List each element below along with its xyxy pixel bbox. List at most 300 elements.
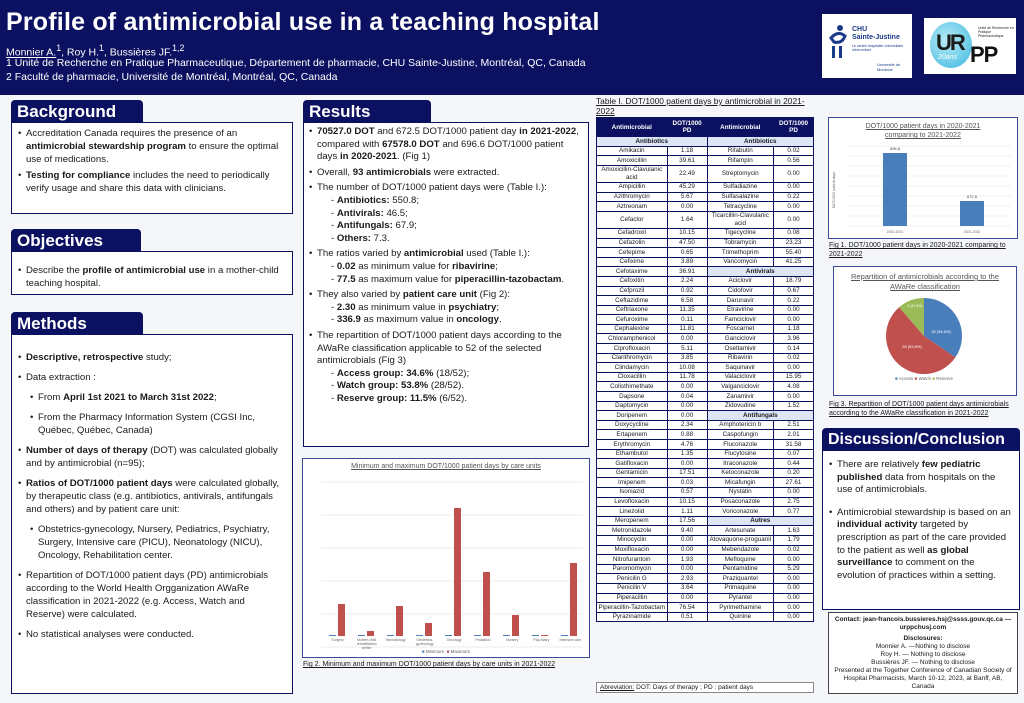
- antimicrobial-name: Minocyclin: [597, 535, 668, 545]
- table-row: [597, 257, 814, 267]
- antimicrobial-name: Micafungin: [707, 478, 773, 488]
- table-row: [597, 305, 814, 315]
- dot-value: 2.34: [667, 420, 707, 430]
- bar-minimum: [329, 635, 336, 636]
- antimicrobial-name: Zanamivir: [707, 392, 773, 402]
- table-row: [597, 555, 814, 565]
- contact-website[interactable]: urppchusj.com: [899, 624, 947, 631]
- bar-minimum: [387, 635, 394, 636]
- dot-value: 10.15: [667, 497, 707, 507]
- table-row: [597, 276, 814, 286]
- bar-minimum: [416, 635, 423, 636]
- dot-value: 0.00: [774, 392, 814, 402]
- antimicrobial-name: Voriconazole: [707, 507, 773, 517]
- table-abbreviation: Abreviation: DOT: Days of therapy ; PD : patient days: [596, 682, 814, 693]
- antimicrobial-name: Ciprofloxacin: [597, 344, 668, 354]
- bar-maximum: [454, 508, 461, 636]
- table-row: [597, 459, 814, 469]
- antimicrobial-name: Posaconazole: [707, 497, 773, 507]
- table-group-header: Antibiotics: [597, 137, 708, 147]
- category-label: Surgery: [331, 638, 344, 642]
- bar-2021-2022: [960, 201, 984, 226]
- antimicrobial-name: Cephalexine: [597, 324, 668, 334]
- methods-section: [11, 334, 293, 694]
- table-row: [597, 296, 814, 306]
- table-row: [597, 324, 814, 334]
- category-label: Pediatrics: [475, 638, 491, 642]
- antimicrobial-name: Pentamidine: [707, 564, 773, 574]
- antimicrobial-name: Amphotericin b: [707, 420, 773, 430]
- table-row: [597, 535, 814, 545]
- table-row: [597, 156, 814, 166]
- dot-value: 0.00: [774, 182, 814, 192]
- results-item: • The number of DOT/1000 patient days were (Table I.):: [309, 182, 583, 195]
- dot-value: 3.64: [667, 583, 707, 593]
- methods-subitem: • From the Pharmacy Information System (CGSI Inc, Québec, Québec, Canada): [18, 411, 286, 437]
- dot-value: 0.00: [667, 545, 707, 555]
- fig1-chart: [828, 117, 1018, 239]
- methods-item: • Data extraction :: [18, 371, 286, 384]
- dot-value: 76.54: [667, 603, 707, 613]
- antimicrobial-name: Valaciclovir: [707, 372, 773, 382]
- dot-value: 27.61: [774, 478, 814, 488]
- table-row: [597, 526, 814, 536]
- author: Monnier A.: [6, 46, 57, 59]
- table-row: [597, 478, 814, 488]
- bar-minimum: [358, 635, 365, 636]
- methods-item: • No statistical analyses were conducted.: [18, 628, 286, 641]
- dot-value: 0.00: [774, 315, 814, 325]
- dot-value: 39.61: [667, 156, 707, 166]
- antimicrobial-name: Saquinavir: [707, 363, 773, 373]
- antimicrobial-name: Gentamicin: [597, 468, 668, 478]
- dot-value: 0.14: [774, 344, 814, 354]
- antimicrobial-name: Caspofungin: [707, 430, 773, 440]
- table-row: [597, 344, 814, 354]
- table-row: [597, 228, 814, 238]
- table-row: [597, 468, 814, 478]
- table-group-header: Autres: [707, 516, 813, 526]
- dot-value: 0.00: [774, 574, 814, 584]
- fig3-title: Repartition of antimicrobials according to the AWaRe classification: [851, 272, 999, 291]
- bar-maximum: [396, 606, 403, 636]
- table-row: [597, 315, 814, 325]
- antimicrobial-name: Cefepime: [597, 248, 668, 258]
- svg-text:28 (53.8%): 28 (53.8%): [902, 344, 922, 349]
- table-row: [597, 238, 814, 248]
- dot-value: 18.79: [774, 276, 814, 286]
- methods-item: • Descriptive, retrospective study;: [18, 351, 286, 364]
- antimicrobial-name: Rifabutin: [707, 146, 773, 156]
- antimicrobial-name: Levofloxacin: [597, 497, 668, 507]
- methods-heading: Methods: [11, 312, 143, 334]
- table-group-header: Antibiotics: [707, 137, 813, 147]
- table-row: [597, 440, 814, 450]
- antimicrobial-name: Primaquine: [707, 583, 773, 593]
- dot-value: 0.00: [667, 382, 707, 392]
- category-label: Neonatology: [385, 638, 406, 642]
- antimicrobial-name: Chloramphenicol: [597, 334, 668, 344]
- antimicrobial-name: Pyrantel: [707, 593, 773, 603]
- antimicrobial-name: Doripenem: [597, 411, 668, 421]
- table-row: [597, 363, 814, 373]
- dot-value: 0.00: [667, 401, 707, 411]
- antimicrobial-name: Gatifloxacin: [597, 459, 668, 469]
- antimicrobial-name: Quinine: [707, 612, 773, 622]
- dot-value: 0.20: [774, 468, 814, 478]
- antimicrobial-name: Daptomycin: [597, 401, 668, 411]
- dot-value: 0.00: [667, 593, 707, 603]
- antimicrobial-name: Nystatin: [707, 487, 773, 497]
- dot-value: 1.64: [667, 211, 707, 228]
- contact-box: Contact: jean-francois.bussieres.hsj@ssss.gouv.qc.ca — urppchusj.com Disclosures: Monnier A. —Nothing to disclose Roy H. — Nothing to disclose Bussières JF. — Nothing to disclose Presented at the Together Conference of Canadian Society of Hospital Pharmacists, March 10-12, 2023, at Banff, AB, Canada: [828, 612, 1018, 694]
- table-row: [597, 202, 814, 212]
- category-label: Intensive care: [559, 638, 582, 642]
- antimicrobial-name: Ribavirin: [707, 353, 773, 363]
- dot-value: 0,00: [774, 612, 814, 622]
- table-body: [597, 137, 814, 622]
- dot-value: 1.63: [774, 526, 814, 536]
- author-list: Monnier A.$^1$, Roy H.$^1$, Bussières JF.$^{1,2}$: [6, 43, 185, 59]
- results-item: • Overall, 93 antimicrobials were extracted.: [309, 167, 583, 180]
- author: Bussières JF.: [109, 46, 173, 59]
- chu-sainte-justine-logo: CHU Sainte-Justine Le centre hospitalier universitaire mère-enfant Université de Montréal: [822, 14, 912, 78]
- dot-value: 0.00: [667, 411, 707, 421]
- table-row: [597, 420, 814, 430]
- fig1-title: DOT/1000 patient days in 2020-2021 comparing to 2021-2022: [865, 123, 981, 139]
- antimicrobial-name: Clarithromycin: [597, 353, 668, 363]
- methods-subitem: • From April 1st 2021 to March 31st 2022;: [18, 391, 286, 404]
- dot-value: 45.29: [667, 182, 707, 192]
- dot-value: 4.76: [667, 440, 707, 450]
- antimicrobial-name: Valganciclovir: [707, 382, 773, 392]
- table-row: [597, 267, 814, 277]
- antimicrobial-name: Vancomycin: [707, 257, 773, 267]
- affiliation-2: 2 Faculté de pharmacie, Université de Montréal, Montréal, QC, Canada: [6, 71, 338, 83]
- antimicrobial-name: Etravirine: [707, 305, 773, 315]
- dot-value: 11.78: [667, 372, 707, 382]
- table-row: [597, 487, 814, 497]
- table-row: [597, 211, 814, 228]
- fig2-caption: Fig 2. Minimum and maximum DOT/1000 patient days by care units in 2021-2022: [303, 661, 556, 668]
- bar-minimum: [561, 635, 568, 636]
- dot-value: 0.08: [774, 228, 814, 238]
- dot-value: 55.40: [774, 248, 814, 258]
- dot-value: 1.52: [774, 401, 814, 411]
- table-row: [597, 248, 814, 258]
- antimicrobial-name: Doxycycline: [597, 420, 668, 430]
- antimicrobial-name: Linezolid: [597, 507, 668, 517]
- table-row: [597, 392, 814, 402]
- antimicrobial-name: Azithromycin: [597, 192, 668, 202]
- table-row: [597, 192, 814, 202]
- dot-value: 3.96: [774, 334, 814, 344]
- dot-value: 47.50: [667, 238, 707, 248]
- dot-value: 0.02: [774, 353, 814, 363]
- fig2-title: Minimum and maximum DOT/1000 patient days by care units: [351, 463, 541, 470]
- table-row: [597, 286, 814, 296]
- antimicrobial-name: Meropenem: [597, 516, 668, 526]
- dot-value: 0.77: [774, 507, 814, 517]
- svg-text:DOT/1000 patient-days: DOT/1000 patient-days: [832, 171, 836, 209]
- antimicrobial-table: [596, 117, 814, 622]
- dot-value: 36.91: [667, 267, 707, 277]
- dot-value: 4.08: [774, 382, 814, 392]
- table-row: [597, 401, 814, 411]
- table-row: [597, 583, 814, 593]
- dot-value: 0.67: [774, 286, 814, 296]
- dot-value: 0.00: [774, 583, 814, 593]
- antimicrobial-name: Trimethoprim: [707, 248, 773, 258]
- dot-value: 1.93: [667, 555, 707, 565]
- bar-minimum: [445, 635, 452, 636]
- svg-text:696,6: 696,6: [889, 146, 901, 151]
- dot-value: 1.79: [774, 535, 814, 545]
- fig3-caption: Fig 3. Repartition of DOT/1000 patient days antimicrobials according to the AWaRe classification in 2021-2022: [829, 401, 1009, 417]
- dot-value: 0.65: [667, 248, 707, 258]
- fig1-bar-chart: [829, 140, 1015, 236]
- table-group-header: Antivirals: [707, 267, 813, 277]
- category-label: Obstetrics-gynecology: [416, 638, 434, 646]
- fig2-legend: ■ Minimum ■ Maximum: [421, 649, 471, 654]
- table-row: [597, 545, 814, 555]
- antimicrobial-name: Pyrazinamide: [597, 612, 668, 622]
- dot-value: 0.00: [774, 211, 814, 228]
- table-header: Antimicrobial: [707, 118, 773, 137]
- antimicrobial-name: Mebendazole: [707, 545, 773, 555]
- antimicrobial-name: Amoxicillin-Clavulanic acid: [597, 165, 668, 182]
- antimicrobial-name: Piperacillin: [597, 593, 668, 603]
- antimicrobial-name: Cidofovir: [707, 286, 773, 296]
- table-row: [597, 516, 814, 526]
- antimicrobial-name: Nitrofurantoin: [597, 555, 668, 565]
- dot-value: 0.00: [774, 202, 814, 212]
- antimicrobial-name: Ampicillin: [597, 182, 668, 192]
- results-heading: Results: [303, 100, 431, 122]
- antimicrobial-name: Sulfadiazine: [707, 182, 773, 192]
- table-row: [597, 564, 814, 574]
- antimicrobial-name: Cefixime: [597, 257, 668, 267]
- dot-value: 5.11: [667, 344, 707, 354]
- background-heading: Background: [11, 100, 143, 122]
- dot-value: 0.00: [774, 603, 814, 613]
- category-label: Mother-child rehabilitation center: [356, 638, 377, 650]
- antimicrobial-name: Clindamycin: [597, 363, 668, 373]
- antimicrobial-name: Streptomycin: [707, 165, 773, 182]
- antimicrobial-name: Cefoxitin: [597, 276, 668, 286]
- background-item: • Testing for compliance includes the need to periodically verify usage and share this data with clinicians.: [18, 169, 286, 195]
- dot-value: 0.03: [667, 478, 707, 488]
- dot-value: 0.88: [667, 430, 707, 440]
- results-item: • The ratios varied by antimicrobial used (Table I.):: [309, 248, 583, 261]
- dot-value: 1.18: [667, 146, 707, 156]
- antimicrobial-name: Ceftazidime: [597, 296, 668, 306]
- table-row: [597, 612, 814, 622]
- table-row: [597, 603, 814, 613]
- antimicrobial-name: Metronidazole: [597, 526, 668, 536]
- antimicrobial-name: Tetracycline: [707, 202, 773, 212]
- bar-maximum: [512, 615, 519, 636]
- table-row: [597, 182, 814, 192]
- dot-value: 23.23: [774, 238, 814, 248]
- antimicrobial-name: Cefaclor: [597, 211, 668, 228]
- svg-text:2020-2021: 2020-2021: [886, 230, 904, 234]
- table-group-header: Antifungals: [707, 411, 813, 421]
- antimicrobial-name: Zidovudine: [707, 401, 773, 411]
- background-section: [11, 122, 293, 214]
- dot-value: 0.00: [667, 564, 707, 574]
- antimicrobial-name: Tigecycline: [707, 228, 773, 238]
- contact-email[interactable]: Contact: jean-francois.bussieres.hsj@ssss.gouv.qc.ca —: [834, 616, 1012, 623]
- dot-value: 0.02: [774, 545, 814, 555]
- antimicrobial-name: Moxifloxacin: [597, 545, 668, 555]
- dot-value: 0.00: [667, 459, 707, 469]
- antimicrobial-name: Oseltamivir: [707, 344, 773, 354]
- poster-header: [0, 0, 1024, 95]
- dot-value: 0.51: [667, 612, 707, 622]
- background-item: • Accreditation Canada requires the presence of an antimicrobial stewardship program to ensure the optimal use of medications.: [18, 127, 286, 166]
- table-row: [597, 334, 814, 344]
- results-item: • They also varied by patient care unit (Fig 2):: [309, 289, 583, 302]
- fig2-bars: [323, 479, 585, 650]
- table-row: [597, 137, 814, 147]
- antimicrobial-name: Famciclovir: [707, 315, 773, 325]
- svg-text:672,5: 672,5: [966, 194, 978, 199]
- dot-value: 0.56: [774, 156, 814, 166]
- antimicrobial-name: Sulfasalazine: [707, 192, 773, 202]
- bar-maximum: [483, 572, 490, 636]
- table-row: [597, 372, 814, 382]
- dot-value: 5.67: [667, 192, 707, 202]
- dot-value: 2.01: [774, 430, 814, 440]
- antimicrobial-name: Piperacillin-Tazobactam: [597, 603, 668, 613]
- bar-maximum: [367, 631, 374, 636]
- table-row: [597, 353, 814, 363]
- antimicrobial-name: Pyrimethamine: [707, 603, 773, 613]
- dot-value: 11.35: [667, 305, 707, 315]
- dot-value: 0.00: [667, 535, 707, 545]
- svg-text:■ Access ■ Watch ■ Reserve: ■ Access ■ Watch ■ Reserve: [894, 376, 954, 381]
- discussion-item: • Antimicrobial stewardship is based on an individual activity targeted by prescription as part of the care provided to the patient as well as global surveillance to comment on the evolution of practices within a setting.: [829, 507, 1013, 583]
- dot-value: 17.51: [667, 468, 707, 478]
- antimicrobial-name: Flucytosine: [707, 449, 773, 459]
- dot-value: 0.57: [667, 487, 707, 497]
- dot-value: 1.18: [774, 324, 814, 334]
- dot-value: 0.11: [667, 315, 707, 325]
- dot-value: 0.00: [774, 593, 814, 603]
- svg-text:18 (34.6%): 18 (34.6%): [931, 329, 951, 334]
- antimicrobial-name: Cloxacillin: [597, 372, 668, 382]
- table-row: [597, 411, 814, 421]
- antimicrobial-name: Darunavir: [707, 296, 773, 306]
- antimicrobial-name: Aztreonam: [597, 202, 668, 212]
- category-label: Nursery: [506, 638, 519, 642]
- antimicrobial-name: Cefotaxime: [597, 267, 668, 277]
- table-row: [597, 574, 814, 584]
- dot-value: 0.00: [667, 334, 707, 344]
- dot-value: 0.00: [774, 305, 814, 315]
- antimicrobial-name: Cefuroxime: [597, 315, 668, 325]
- antimicrobial-name: Rifampin: [707, 156, 773, 166]
- svg-text:6 (11.5%): 6 (11.5%): [907, 304, 923, 308]
- poster-title: Profile of antimicrobial use in a teaching hospital: [6, 8, 600, 36]
- bar-maximum: [541, 635, 548, 636]
- table-row: [597, 165, 814, 182]
- bar-maximum: [570, 563, 577, 636]
- antimicrobial-name: Colisthimethate: [597, 382, 668, 392]
- table-row: [597, 507, 814, 517]
- dot-value: 10.08: [667, 363, 707, 373]
- dot-value: 22.49: [667, 165, 707, 182]
- antimicrobial-name: Cefprozil: [597, 286, 668, 296]
- antimicrobial-name: Foscarnet: [707, 324, 773, 334]
- objective-item: • Describe the profile of antimicrobial use in a mother-child teaching hospital.: [18, 264, 286, 290]
- table-row: [597, 146, 814, 156]
- results-item: • The repartition of DOT/1000 patient days according to the AWaRe classification applicable to 52 of the selected antimicrobials (Fig 3): [309, 330, 583, 368]
- dot-value: 0.44: [774, 459, 814, 469]
- antimicrobial-name: Atovaquone-proguanil: [707, 535, 773, 545]
- bar-2020-2021: [883, 153, 907, 226]
- dot-value: 0.07: [774, 449, 814, 459]
- bar-maximum: [425, 623, 432, 636]
- objectives-heading: Objectives: [11, 229, 141, 251]
- fig1-caption: Fig 1. DOT/1000 patient days in 2020-2021 comparing to 2021-2022: [829, 242, 1006, 258]
- dot-value: 11.81: [667, 324, 707, 334]
- results-section: • 70527.0 DOT and 672.5 DOT/1000 patient day in 2021-2022, compared with 67578.0 DOT and 696.6 DOT/1000 patient days in 2020-2021. (Fig 1) • Overall, 93 antimicrobials were extracted. • The number of DOT/1000 patient days were (Table I.): - Antibiotics: 550.8; - Antivirals: 46.5; - Antifungals: 67.9; - Others: 7.3. • The ratios varied by antimicrobial used (Table I.): - 0.02 as minimum value for ribavirine; - 77.5 as maximum value for piperacillin-tazobactam. • They also varied by patient care unit (Fig 2): - 2.30 as minimum value in psychiatry; - 336.9 as maximum value in oncology. • The repartition of DOT/1000 patient days according to the AWaRe classification applicable to 52 of the selected antimicrobials (Fig 3) - Access group: 34.6% (18/52); - Watch group: 53.8% (28/52). - Reserve group: 11.5% (6/52).: [303, 122, 589, 447]
- antimicrobial-name: Ganciclovir: [707, 334, 773, 344]
- results-item: • 70527.0 DOT and 672.5 DOT/1000 patient day in 2021-2022, compared with 67578.0 DOT and 696.6 DOT/1000 patient days in 2020-2021. (Fig 1): [309, 126, 583, 164]
- dot-value: 2.93: [667, 574, 707, 584]
- table-row: [597, 382, 814, 392]
- dot-value: 5.29: [774, 564, 814, 574]
- antimicrobial-name: Mefloquine: [707, 555, 773, 565]
- antimicrobial-name: Ceftriaxone: [597, 305, 668, 315]
- bar-maximum: [338, 604, 345, 636]
- antimicrobial-name: Isoniazid: [597, 487, 668, 497]
- table-caption: Table I. DOT/1000 patient days by antimicrobial in 2021-2022: [596, 96, 805, 116]
- bar-minimum: [532, 635, 539, 636]
- antimicrobial-name: Ertapenem: [597, 430, 668, 440]
- table-header: DOT/1000 PD: [667, 118, 707, 137]
- dot-value: 17.56: [667, 516, 707, 526]
- antimicrobial-name: Tobramycin: [707, 238, 773, 248]
- category-label: Oncology: [446, 638, 462, 642]
- dot-value: 2.51: [774, 420, 814, 430]
- discussion-section: [822, 450, 1020, 610]
- category-label: Psychiatry: [533, 638, 550, 642]
- dot-value: 0.22: [774, 296, 814, 306]
- fig3-pie-chart: [834, 292, 1014, 382]
- svg-text:2021-2022: 2021-2022: [963, 230, 981, 234]
- methods-subitem: • Obstetrics-gynecology, Nursery, Pediatrics, Psychiatry, Surgery, Intensive care (PICU), Neonatology (NICU), Oncology, Rehabilitation center.: [18, 523, 286, 562]
- antimicrobial-name: Cefadroxil: [597, 228, 668, 238]
- antimicrobial-name: Amoxicillin: [597, 156, 668, 166]
- dot-value: 9.40: [667, 526, 707, 536]
- antimicrobial-name: Ethambutol: [597, 449, 668, 459]
- dot-value: 10.15: [667, 228, 707, 238]
- antimicrobial-name: Cefazolin: [597, 238, 668, 248]
- chu-figure-icon: [828, 24, 848, 60]
- table-row: [597, 497, 814, 507]
- table-header: DOT/1000 PD: [774, 118, 814, 137]
- antimicrobial-name: Paromomycin: [597, 564, 668, 574]
- antimicrobial-name: Ketoconazole: [707, 468, 773, 478]
- antimicrobial-name: Praziquantel: [707, 574, 773, 584]
- dot-value: 0.22: [774, 192, 814, 202]
- antimicrobial-name: Itraconazole: [707, 459, 773, 469]
- dot-value: 0.00: [774, 487, 814, 497]
- antimicrobial-name: Dapsone: [597, 392, 668, 402]
